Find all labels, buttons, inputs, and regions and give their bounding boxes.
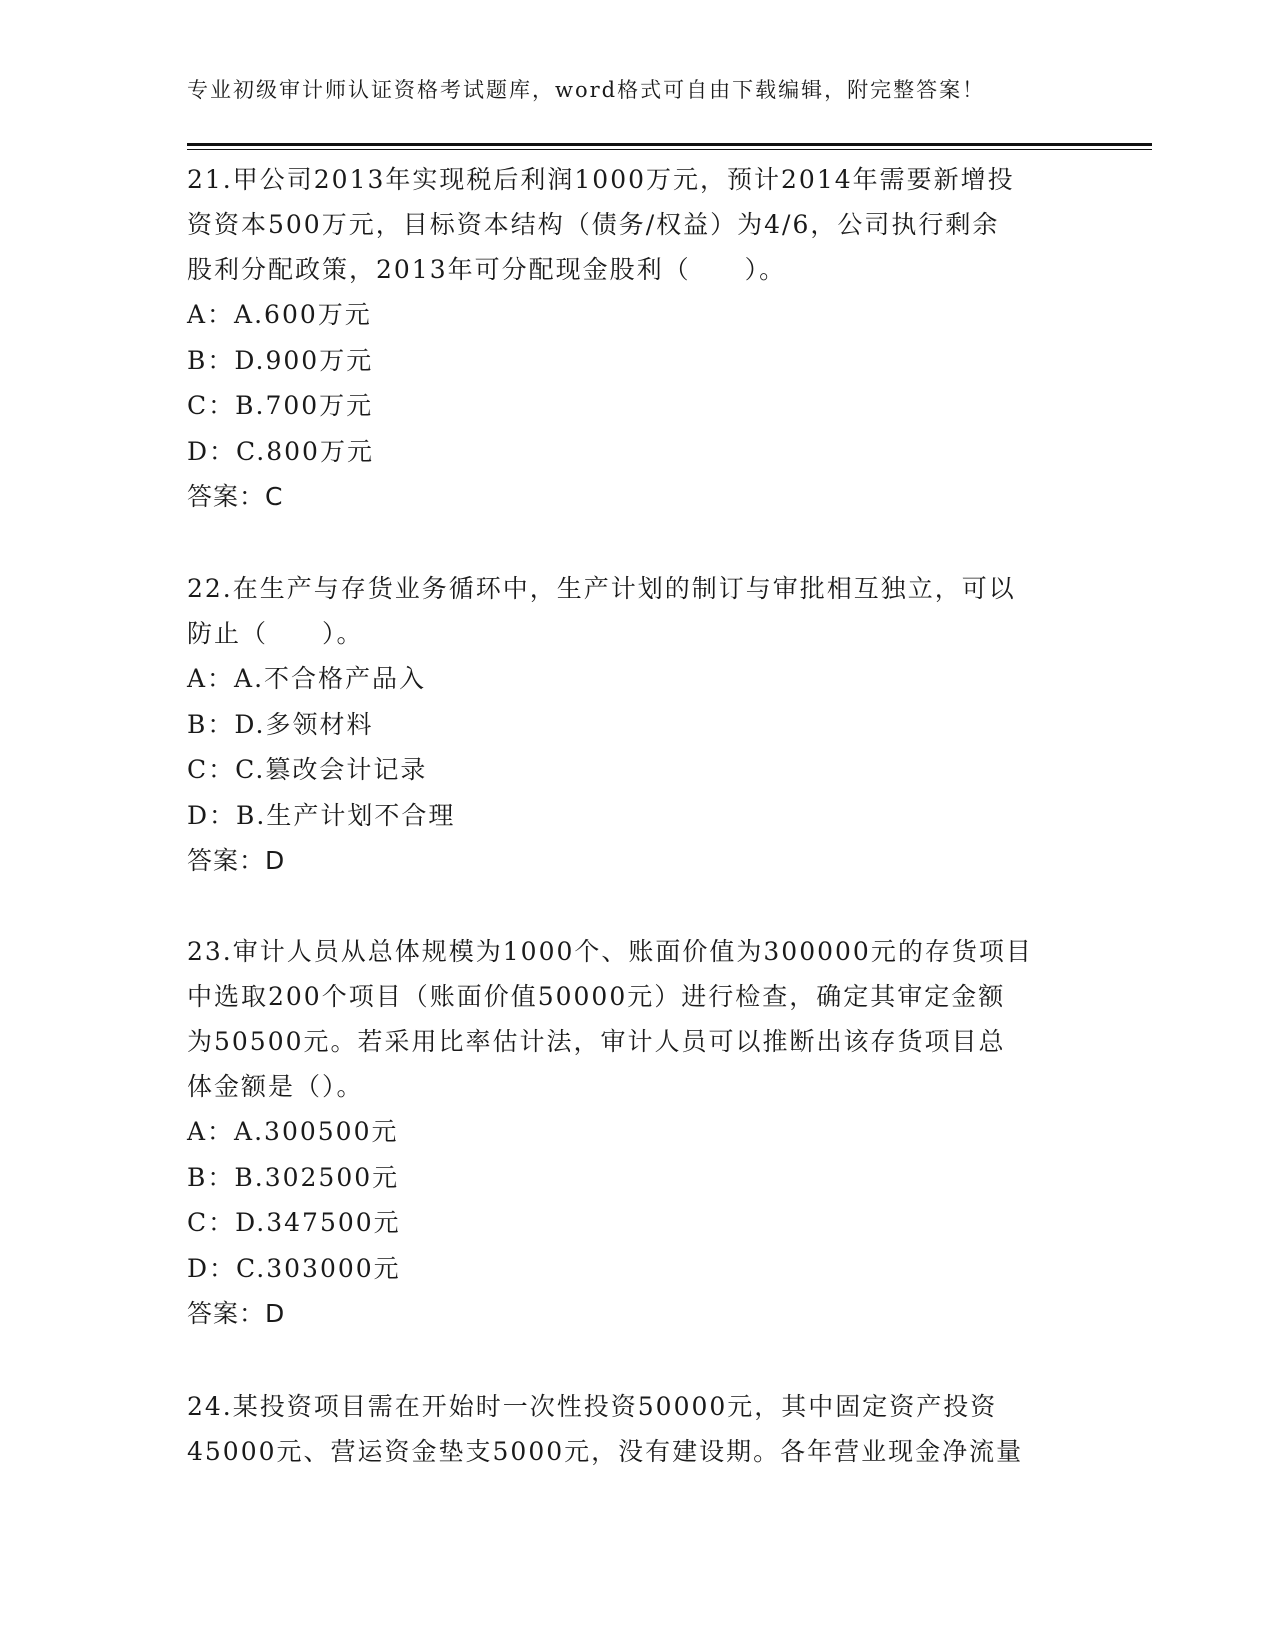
option-c: C：B.700万元 bbox=[187, 391, 374, 420]
question-23 bbox=[187, 929, 1067, 1336]
option-b: B：D.多领材料 bbox=[187, 709, 374, 739]
question-22 bbox=[187, 566, 1067, 883]
header-rule-thin bbox=[187, 149, 1152, 150]
question-24 bbox=[187, 1384, 1067, 1474]
option-d: D：B.生产计划不合理 bbox=[187, 800, 456, 830]
answer-line: 答案：D bbox=[187, 846, 286, 875]
question-stem-line: 21.甲公司2013年实现税后利润1000万元，预计2014年需要新增投 bbox=[187, 165, 1015, 194]
option-c: C：D.347500元 bbox=[187, 1208, 401, 1237]
question-stem-line: 体金额是（）。 bbox=[187, 1072, 364, 1101]
question-stem-line: 为50500元。若采用比率估计法，审计人员可以推断出该存货项目总 bbox=[187, 1027, 1006, 1056]
header-rule-thick bbox=[187, 143, 1152, 146]
question-stem-line: 中选取200个项目（账面价值50000元）进行检查，确定其审定金额 bbox=[187, 982, 1006, 1011]
page-header: 专业初级审计师认证资格考试题库，word格式可自由下载编辑，附完整答案！ bbox=[187, 78, 986, 102]
question-stem-line: 22.在生产与存货业务循环中，生产计划的制订与审批相互独立，可以 bbox=[187, 574, 1016, 603]
option-a: A：A.600万元 bbox=[187, 300, 372, 329]
option-d: D：C.303000元 bbox=[187, 1253, 401, 1283]
question-stem-line: 24.某投资项目需在开始时一次性投资50000元，其中固定资产投资 bbox=[187, 1392, 998, 1421]
question-21 bbox=[187, 157, 1067, 519]
question-stem-line: 防止（ ）。 bbox=[187, 619, 364, 648]
question-stem-line: 股利分配政策，2013年可分配现金股利（ ）。 bbox=[187, 255, 787, 284]
question-stem-line: 45000元、营运资金垫支5000元，没有建设期。各年营业现金净流量 bbox=[187, 1437, 1024, 1466]
question-stem-line: 资资本500万元，目标资本结构（债务/权益）为4/6，公司执行剩余 bbox=[187, 210, 1000, 239]
option-b: B：D.900万元 bbox=[187, 345, 374, 375]
option-c: C：C.篡改会计记录 bbox=[187, 755, 428, 784]
option-a: A：A.300500元 bbox=[187, 1117, 399, 1146]
question-stem-line: 23.审计人员从总体规模为1000个、账面价值为300000元的存货项目 bbox=[187, 937, 1033, 966]
option-b: B：B.302500元 bbox=[187, 1162, 400, 1192]
option-a: A：A.不合格产品入 bbox=[187, 664, 427, 693]
answer-line: 答案：D bbox=[187, 1299, 286, 1328]
answer-line: 答案：C bbox=[187, 482, 284, 511]
option-d: D：C.800万元 bbox=[187, 436, 374, 466]
